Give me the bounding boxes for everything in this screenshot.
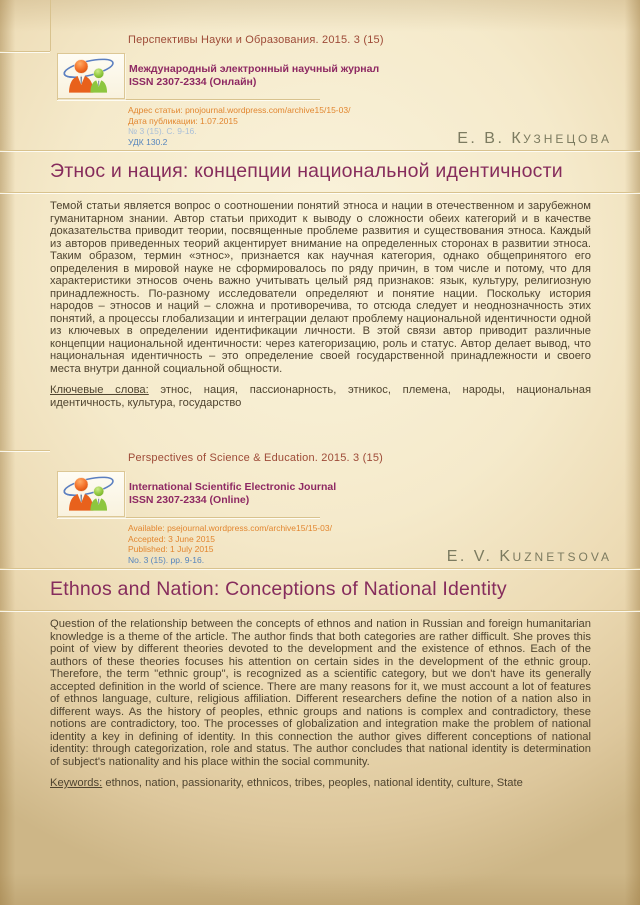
divider	[0, 568, 640, 569]
journal-identity-row	[57, 53, 640, 99]
accepted-date: Accepted: 3 June 2015	[128, 533, 215, 544]
author-initials: Е. В. К	[457, 130, 524, 147]
divider	[0, 610, 640, 611]
journal-subtitle: International Scientific Electronic Journal	[129, 481, 337, 493]
article-meta	[128, 523, 332, 565]
issue-pages: No. 3 (15). pp. 9-16.	[128, 554, 205, 565]
publication-date: Дата публикации: 1.07.2015	[128, 115, 238, 126]
author-name	[447, 549, 612, 565]
journal-subtitle-block	[129, 63, 379, 89]
journal-issn: ISSN 2307-2334 (Online)	[129, 494, 250, 506]
divider	[57, 517, 320, 518]
author-surname: УЗНЕЦОВА	[523, 132, 612, 146]
divider	[0, 150, 640, 151]
keywords-list: этнос, нация, пассионарность, этникос, племена, народы, национальная идентичность, культура, государство	[50, 384, 591, 409]
abstract-text-ru: Темой статьи является вопрос о соотношении понятий этноса и нации в отечественном и зарубежном гуманитарном знании. Автор статьи приходит к выводу о сложности обеих категорий и в качестве доказательства приводит теории, посвященные проблеме развития и существования этноса. Каждый из авторов приведенных теорий акцентирует внимание на определенных сторонах в развитии этноса. Таким образом, термин «этнос», признается как научная категория, однако общепринятого его определения в мировой науке не сформировалось по ряду причин, в том числе и потому, что для характеристики этносов очень важно учитывать целый ряд признаков: язык, культуру, религиозную принадлежность. По-разному исследователи определяют и понятие нации. Поскольку история народов – этносов и наций – сложна и противоречива, то отсюда следует и неоднозначность этих понятий, а процессы глобализации и интеграции делают проблему национальной идентичности одной из ключевых в определении идентификации личности. В этой связи автор приводит различные концепции национальной идентичности: через категоризацию, роль и статус. Автор делает вывод, что национальная идентичность – это определение своей государственной принадлежности и своего места внутри данной социальной общности.	[50, 200, 591, 375]
journal-issue-header: Perspectives of Science & Education. 2015. 3 (15)	[128, 452, 383, 464]
article-url[interactable]: Адрес статьи: pnojournal.wordpress.com/archive15/15-03/	[128, 105, 351, 115]
article-title-ru: Этнос и нация: концепции национальной идентичности	[50, 160, 563, 182]
keywords-list: ethnos, nation, passionarity, ethnicos, tribes, peoples, national identity, culture, State	[102, 777, 523, 789]
author-surname: UZNETSOVA	[512, 550, 612, 564]
divider	[0, 192, 640, 193]
article-url[interactable]: Available: psejournal.wordpress.com/archive15/15-03/	[128, 523, 332, 533]
udc-code: УДК 130.2	[128, 136, 168, 147]
author-initials: E. V. K	[446, 548, 513, 565]
article-title-en: Ethnos and Nation: Conceptions of National Identity	[50, 578, 507, 600]
journal-issn: ISSN 2307-2334 (Онлайн)	[129, 76, 257, 88]
article-meta-row	[128, 523, 612, 565]
russian-abstract-section	[0, 0, 640, 409]
journal-identity-row	[57, 471, 640, 517]
people-orbit-logo-icon	[61, 57, 121, 95]
journal-subtitle-block	[129, 481, 336, 507]
keywords-label: Ключевые слова:	[50, 384, 149, 396]
divider	[57, 99, 320, 100]
keywords-en	[50, 777, 591, 790]
author-name	[457, 131, 612, 147]
journal-subtitle: Международный электронный научный журнал	[129, 63, 380, 75]
keywords-label: Keywords:	[50, 777, 103, 789]
english-abstract-section	[0, 451, 640, 790]
keywords-ru	[50, 384, 591, 409]
article-meta-row	[128, 105, 612, 147]
journal-logo	[57, 471, 125, 517]
article-meta	[128, 105, 350, 147]
published-date: Published: 1 July 2015	[128, 544, 214, 554]
journal-logo	[57, 53, 125, 99]
journal-issue-header: Перспективы Науки и Образования. 2015. 3 (15)	[128, 34, 384, 46]
abstract-text-en: Question of the relationship between the concepts of ethnos and nation in Russian and foreign humanitarian knowledge is a theme of the article. The author finds that both categories are rather difficult. She proves this point of view by different theories devoted to the development and the existence of ethnos. Each of the authors of these theories focuses his attention on certain sides in the development of the ethnic group. Therefore, the term "ethnic group", is recognized as a scientific category, but we don't have its generally accepted definition in the world of science. There are many reasons for it, we must account a lot of features of ethnos language, culture, religious affiliation. Different researchers define the notion of a nation also in different ways. As the history of peoples, ethnic groups and nations is complex and contradictory, these notions are contradictory, too. The processes of globalization and integration make the problem of national identity a key in defining of identity. In this connection the author gives different conceptions of national identity: through categorization, role and status. The author concludes that national identity is determination of subject's nationality and his place within the social community.	[50, 618, 591, 768]
people-orbit-logo-icon	[61, 475, 121, 513]
issue-pages: № 3 (15). С. 9-16.	[128, 126, 197, 136]
